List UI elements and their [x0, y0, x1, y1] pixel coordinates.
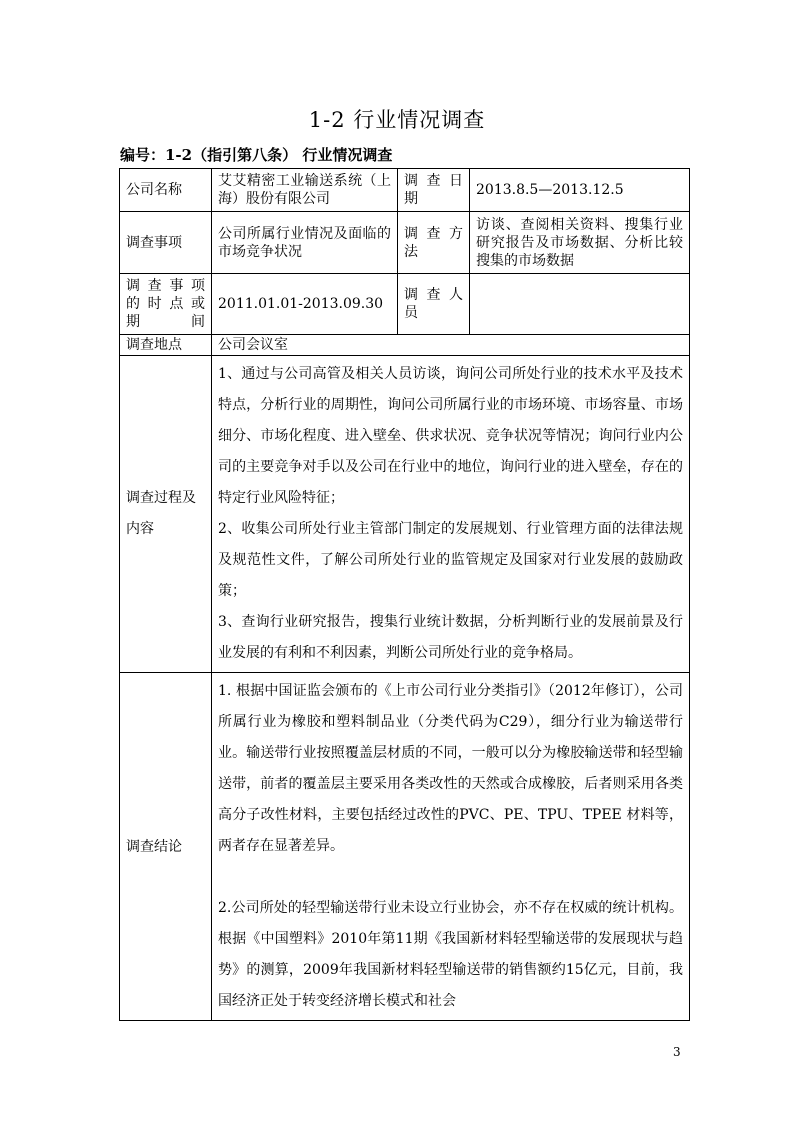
method-value: 访谈、查阅相关资料、搜集行业研究报告及市场数据、分析比较搜集的市场数据 [470, 212, 690, 274]
conclusion-paragraph-1: 1. 根据中国证监会颁布的《上市公司行业分类指引》（2012年修订），公司所属行业为橡胶和塑料制品业（分类代码为C29），细分行业为输送带行业。输送带行业按照覆盖层材质的不同，一般可以分为橡胶输送带和轻型输送带，前者的覆盖层主要采用各类改性的天然或合成橡胶，后者则采用各类高分子改性材料，主要包括经过改性的PVC、PE、TPU、TPEE 材料等，两者存在显著差异。 [218, 683, 683, 854]
survey-table [119, 168, 690, 1021]
place-value: 公司会议室 [212, 335, 690, 356]
process-paragraph-1: 1、通过与公司高管及相关人员访谈，询问公司所处行业的技术水平及技术特点，分析行业的周期性，询问公司所属行业的市场环境、市场容量、市场细分、市场化程度、进入壁垒、供求状况、竞争状况等情况；询问行业内公司的主要竞争对手以及公司在行业中的地位，询问行业的进入壁垒，存在的特定行业风险特征； [218, 366, 683, 506]
process-label: 调查过程及内容 [120, 356, 212, 673]
place-label: 调查地点 [120, 335, 212, 356]
period-label: 调 查 事 项 的 时 点 或 期间 [120, 274, 212, 335]
process-paragraph-3: 3、查询行业研究报告，搜集行业统计数据，分析判断行业的发展前景及行业发展的有利和不利因素，判断公司所处行业的竞争格局。 [218, 614, 683, 661]
person-value [470, 274, 690, 335]
process-content [212, 356, 690, 673]
conclusion-content [212, 673, 690, 1021]
item-label: 调查事项 [120, 212, 212, 274]
item-value: 公司所属行业情况及面临的市场竞争状况 [212, 212, 398, 274]
process-paragraph-2: 2、收集公司所处行业主管部门制定的发展规划、行业管理方面的法律法规及规范性文件，了解公司所处行业的监管规定及国家对行业发展的鼓励政策； [218, 521, 683, 599]
page-number: 3 [673, 1045, 681, 1059]
conclusion-paragraph-2: 2.公司所处的轻型输送带行业未设立行业协会，亦不存在权威的统计机构。根据《中国塑料》2010年第11期《我国新材料轻型输送带的发展现状与趋势》的测算，2009年我国新材料轻型输送带的销售额约15亿元，目前，我国经济正处于转变经济增长模式和社会 [218, 900, 683, 1009]
document-subtitle: 编号：1-2（指引第八条） 行业情况调查 [120, 146, 393, 164]
period-value: 2011.01.01-2013.09.30 [212, 274, 398, 335]
date-label: 调 查 日 期 [398, 169, 470, 212]
row-conclusion [120, 673, 690, 1021]
company-label: 公司名称 [120, 169, 212, 212]
row-company [120, 169, 690, 212]
row-process [120, 356, 690, 673]
date-value: 2013.8.5—2013.12.5 [470, 169, 690, 212]
conclusion-label: 调查结论 [120, 673, 212, 1021]
paragraph-gap [218, 862, 683, 893]
person-label: 调 查 人 员 [398, 274, 470, 335]
page-title: 1-2 行业情况调查 [308, 108, 486, 132]
method-label: 调 查 方 法 [398, 212, 470, 274]
row-item [120, 212, 690, 274]
company-value: 艾艾精密工业输送系统（上海）股份有限公司 [212, 169, 398, 212]
row-period [120, 274, 690, 335]
row-place [120, 335, 690, 356]
